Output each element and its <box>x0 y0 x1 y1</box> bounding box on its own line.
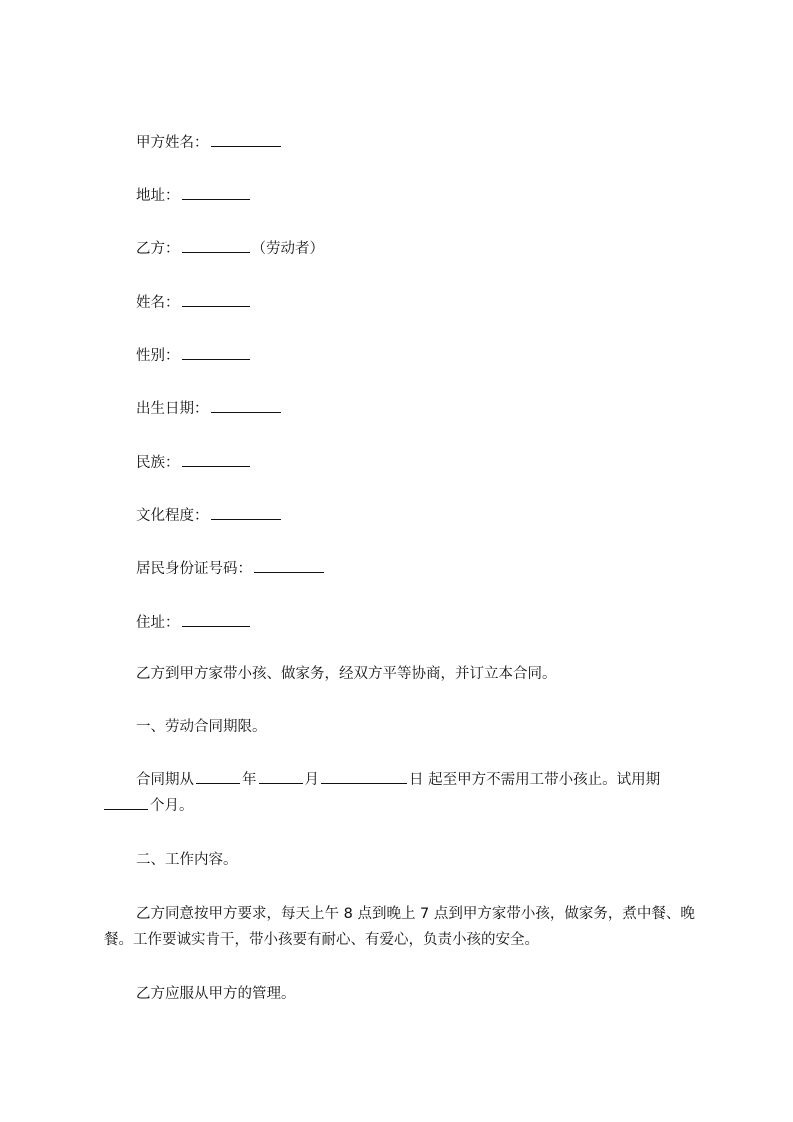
id-number-blank <box>254 558 324 573</box>
section-2-paragraph-2: 乙方应服从甲方的管理。 <box>136 986 296 1002</box>
year-label: 年 <box>242 772 257 788</box>
birth-date-field <box>136 398 283 418</box>
party-b-field <box>136 238 324 258</box>
address-label: 地址： <box>136 188 180 204</box>
name-field <box>136 292 252 312</box>
section-2-paragraph-1 <box>104 901 704 953</box>
probation-blank <box>104 795 148 810</box>
gender-field <box>136 345 252 365</box>
term-rest-text: 起至甲方不需用工带小孩止。试用期 <box>428 772 661 788</box>
probation-tail: 个月。 <box>150 798 194 814</box>
party-b-note: （劳动者） <box>251 241 324 257</box>
education-blank <box>211 505 281 520</box>
birth-date-label: 出生日期： <box>136 401 209 417</box>
party-a-name-label: 甲方姓名： <box>136 135 209 151</box>
residence-field <box>136 612 252 632</box>
party-a-name-field <box>136 132 283 152</box>
birth-date-blank <box>211 398 281 413</box>
section-1-body <box>104 767 704 819</box>
month-blank <box>259 769 303 784</box>
term-start-text: 合同期从 <box>136 772 194 788</box>
ethnicity-blank <box>182 452 250 467</box>
address-blank <box>182 185 250 200</box>
education-label: 文化程度： <box>136 508 209 524</box>
ethnicity-field <box>136 452 252 472</box>
work-content-text: 乙方同意按甲方要求，每天上午 8 点到晚上 7 点到甲方家带小孩，做家务，煮中餐、晚餐。工作要诚实肯干，带小孩要有耐心、有爱心，负责小孩的安全。 <box>104 906 695 948</box>
gender-label: 性别： <box>136 348 180 364</box>
section-1-title: 一、劳动合同期限。 <box>136 719 267 735</box>
address-field <box>136 185 252 205</box>
day-label: 日 <box>409 772 424 788</box>
name-label: 姓名： <box>136 295 180 311</box>
day-blank <box>321 769 407 784</box>
section-2-title: 二、工作内容。 <box>136 852 238 868</box>
education-field <box>136 505 283 525</box>
intro-paragraph: 乙方到甲方家带小孩、做家务，经双方平等协商，并订立本合同。 <box>136 666 557 682</box>
party-b-label: 乙方： <box>136 241 180 257</box>
party-a-name-blank <box>211 132 281 147</box>
ethnicity-label: 民族： <box>136 455 180 471</box>
residence-label: 住址： <box>136 615 180 631</box>
gender-blank <box>182 345 250 360</box>
id-number-label: 居民身份证号码： <box>136 561 252 577</box>
name-blank <box>182 292 250 307</box>
party-b-blank <box>182 238 250 253</box>
year-blank <box>196 769 240 784</box>
id-number-field <box>136 558 326 578</box>
month-label: 月 <box>304 772 319 788</box>
residence-blank <box>182 612 250 627</box>
